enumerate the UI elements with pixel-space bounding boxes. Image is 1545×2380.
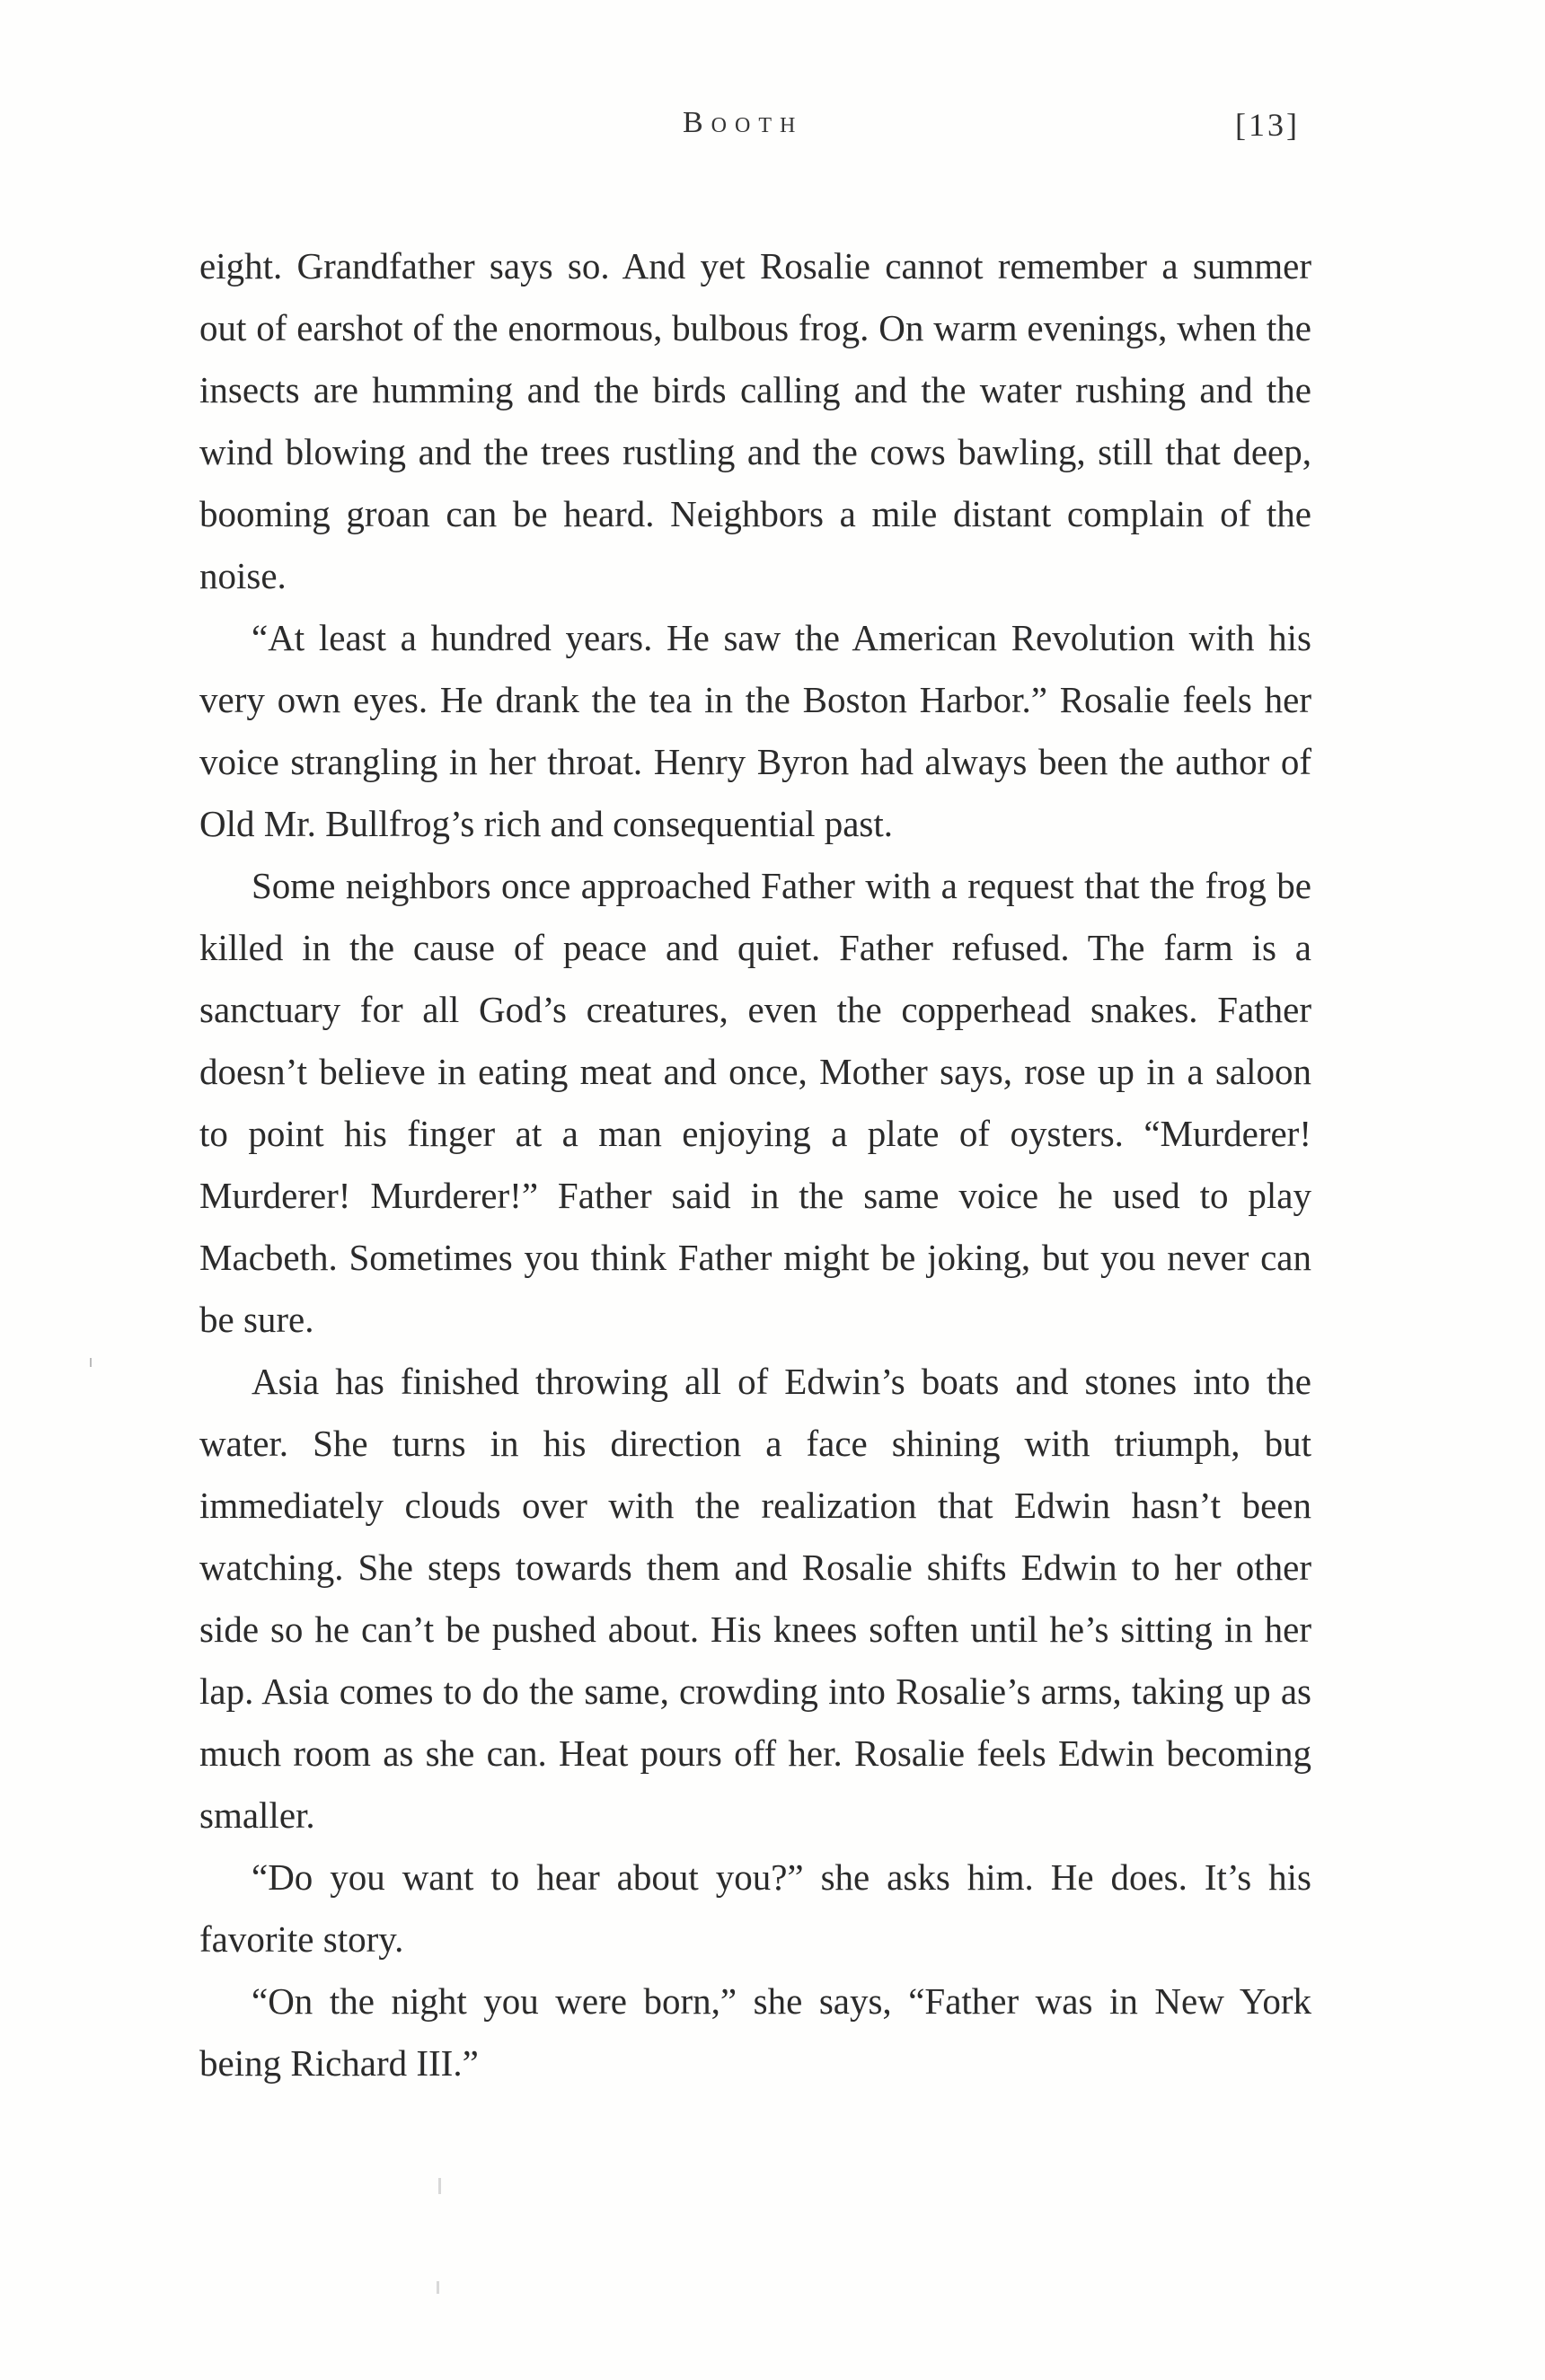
running-title: Booth <box>683 106 804 139</box>
scan-speck <box>438 2178 441 2194</box>
paragraph: “Do you want to hear about you?” she asks him. He does. It’s his favorite story. <box>199 1856 1311 1960</box>
paragraph: “On the night you were born,” she says, “Father was in New York being Richard III.” <box>199 1980 1311 2084</box>
paragraph: “At least a hundred years. He saw the American Revolution with his very own eyes. He drank the tea in the Boston Harbor.” Rosalie feels her voice strangling in her throat. Henry Byron had always been the author of Old Mr. Bullfrog’s rich and consequential past. <box>199 617 1311 844</box>
paragraph: Asia has finished throwing all of Edwin’s boats and stones into the water. She turns in his direction a face shining with triumph, but immediately clouds over with the realization that Edwin hasn’t been watching. She steps towards them and Rosalie shifts Edwin to her other side so he can’t be pushed about. His knees soften until he’s sitting in her lap. Asia comes to do the same, crowding into Rosalie’s arms, taking up as much room as she can. Heat pours off her. Rosalie feels Edwin becoming smaller. <box>199 1361 1311 1836</box>
running-head <box>0 106 1545 160</box>
body-text <box>199 235 1311 2094</box>
scan-speck <box>90 1358 92 1367</box>
scan-speck <box>437 2281 439 2294</box>
paragraph: Some neighbors once approached Father with a request that the frog be killed in the cause of peace and quiet. Father refused. The farm is a sanctuary for all God’s creatures, even the copperhead snakes. Father doesn’t believe in eating meat and once, Mother says, rose up in a saloon to point his finger at a man enjoying a plate of oysters. “Murderer! Murderer! Murderer!” Father said in the same voice he used to play Macbeth. Sometimes you think Father might be joking, but you never can be sure. <box>199 865 1311 1340</box>
page-number: [13] <box>1235 107 1300 143</box>
paragraph: eight. Grandfather says so. And yet Rosalie cannot remember a summer out of earshot of the enormous, bulbous frog. On warm evenings, when the insects are humming and the birds calling and the water rushing and the wind blowing and the trees rustling and the cows bawling, still that deep, booming groan can be heard. Neighbors a mile distant complain of the noise. <box>199 245 1311 596</box>
